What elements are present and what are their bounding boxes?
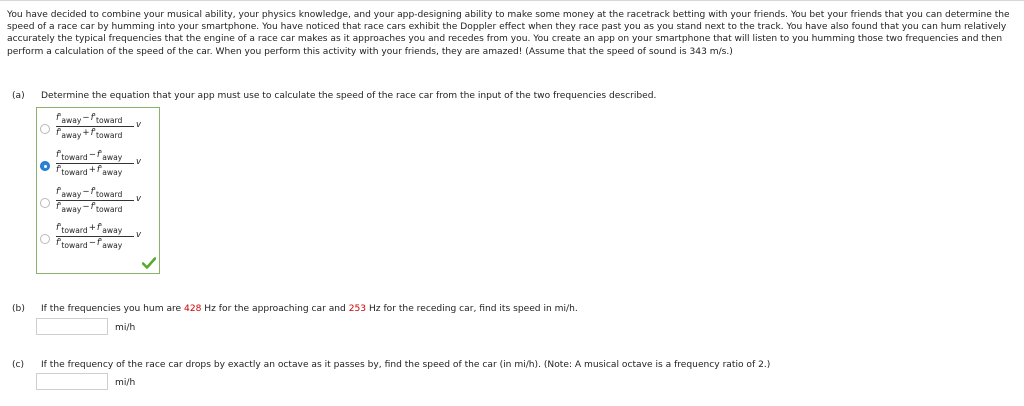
part-c-text: If the frequency of the race car drops by exactly an octave as it passes by, find the speed of the car (in mi/h). (Note: A musical octave is a frequency ratio of 2.) — [41, 360, 771, 370]
choice-radio-3[interactable] — [40, 198, 50, 208]
choice-radio-1[interactable] — [40, 124, 50, 134]
approach-frequency: 428 — [184, 304, 202, 314]
choice-option-4[interactable] — [37, 221, 159, 257]
part-c-unit: mi/h — [115, 378, 136, 388]
check-icon — [142, 257, 156, 269]
choice-formula-1: f'away−f'toward f'away+f'toward v — [56, 113, 142, 140]
choice-option-3[interactable] — [37, 185, 159, 221]
part-a-prompt — [12, 90, 656, 102]
recede-frequency: 253 — [348, 304, 367, 314]
part-b-tag: (b) — [12, 304, 25, 314]
part-b-prompt: (b) If the frequencies you hum are 428 Hz for the approaching car and 253 Hz for the receding car, find its speed in mi/h. — [12, 304, 578, 314]
part-c-prompt — [12, 359, 770, 371]
choice-radio-2-selected[interactable] — [40, 161, 50, 171]
part-b-unit: mi/h — [115, 323, 136, 333]
choice-formula-4: f'toward+f'away f'toward−f'away v — [56, 223, 142, 250]
part-a-tag: (a) — [12, 91, 25, 101]
top-divider — [0, 0, 1024, 1]
part-a-text: Determine the equation that your app must use to calculate the speed of the race car from the input of the two frequencies described. — [41, 91, 657, 101]
choice-option-2[interactable] — [37, 148, 159, 184]
choice-formula-2: f'toward−f'away f'toward+f'away v — [56, 150, 142, 177]
answer-choices-box — [36, 107, 160, 274]
part-c-answer-input[interactable] — [36, 373, 108, 390]
choice-formula-3: f'away−f'toward f'away−f'toward v — [56, 187, 142, 214]
choice-option-1[interactable] — [37, 111, 159, 147]
part-b-answer-input[interactable] — [36, 318, 108, 335]
part-c-tag: (c) — [12, 360, 25, 370]
problem-statement: You have decided to combine your musical ability, your physics knowledge, and your app-designing ability to make some money at the racetrack betting with your friends. You bet your friends that you can determine the speed of a race car by humming into your smartphone. You have noticed that race cars exhibit the Doppler effect when they race past you as you stand next to the track. You have also found that you can hum relatively accurately the typical frequencies that the engine of a race car makes as it approaches you and recedes from you. You create an app on your smartphone that will listen to you humming those two frequencies and then perform a calculation of the speed of the car. When you perform this activity with your friends, they are amazed! (Assume that the speed of sound is 343 m/s.) — [7, 10, 1010, 57]
choice-radio-4[interactable] — [40, 234, 50, 244]
